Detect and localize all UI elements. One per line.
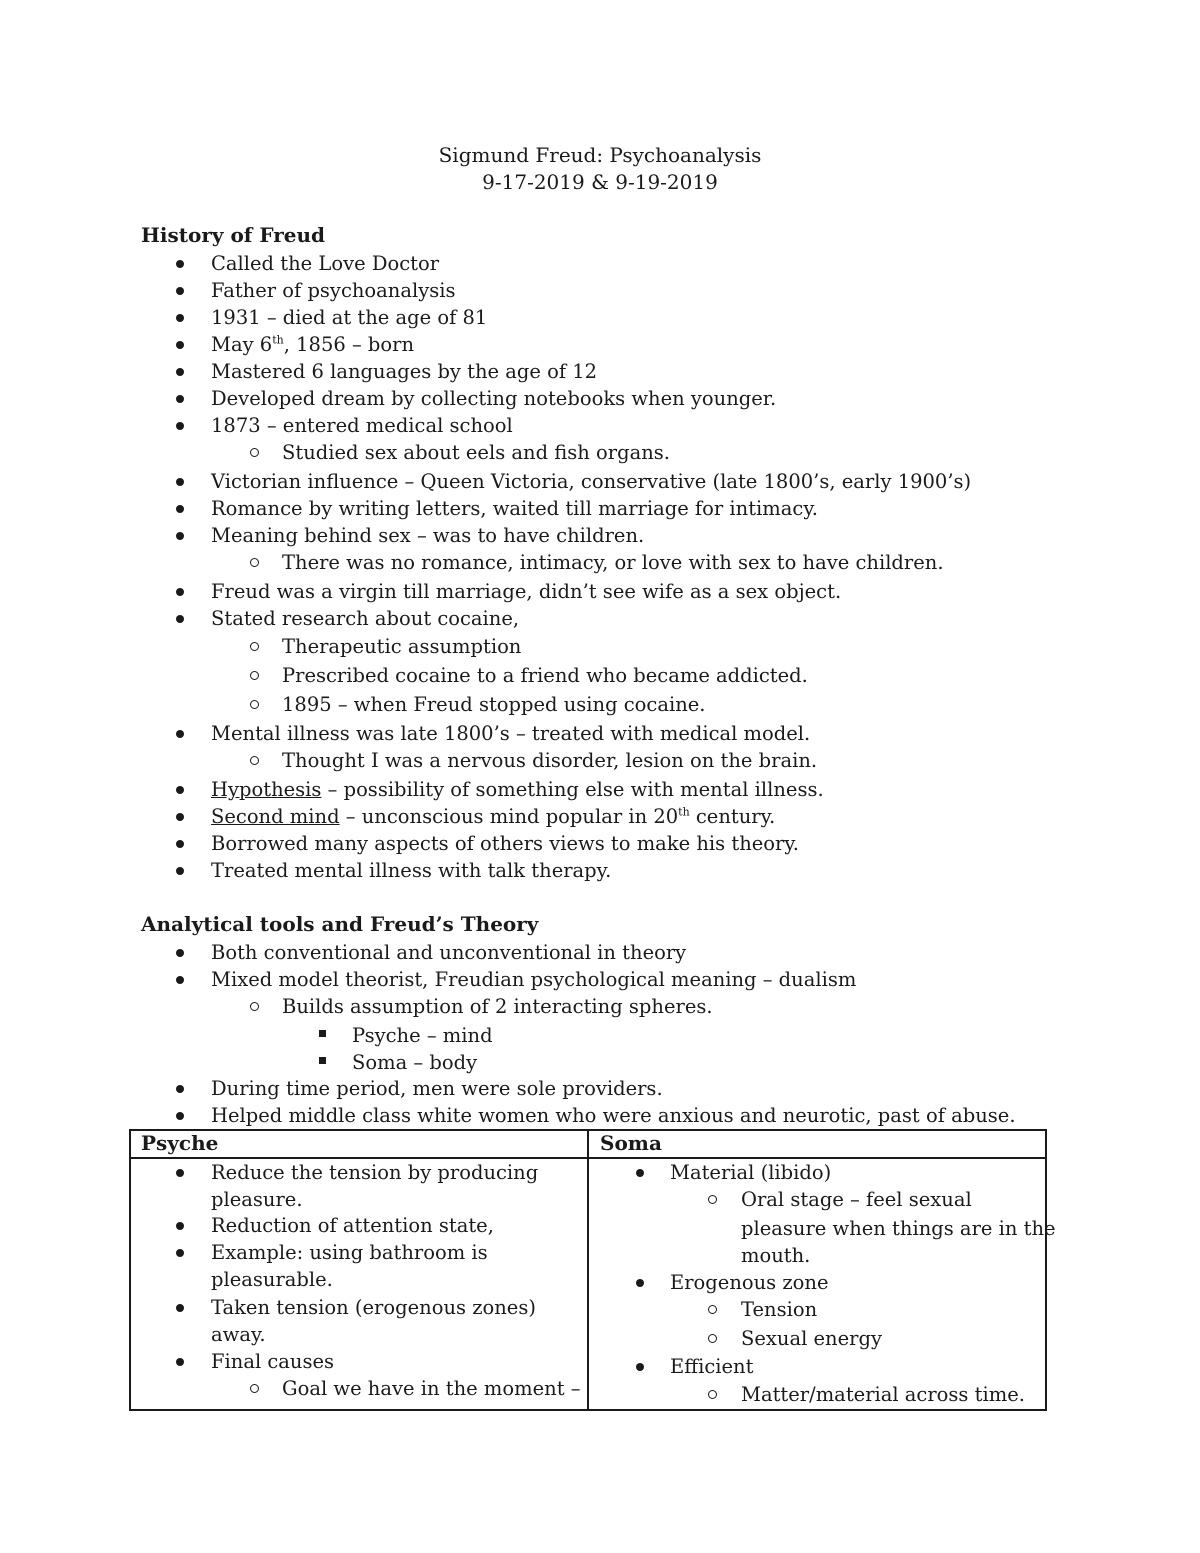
list-subitem: 1895 – when Freud stopped using cocaine. <box>282 693 706 716</box>
list-item-continuation: away. <box>211 1323 266 1346</box>
sub-bullet-icon <box>250 1002 259 1011</box>
bullet-icon <box>176 813 184 821</box>
list-subitem: Tension <box>741 1298 818 1321</box>
list-subitem-continuation: pleasure when things are in the <box>741 1217 1056 1240</box>
bullet-icon <box>176 1304 184 1312</box>
bullet-icon <box>176 615 184 623</box>
list-item: Meaning behind sex – was to have children. <box>211 524 645 547</box>
list-item: Mastered 6 languages by the age of 12 <box>211 360 598 383</box>
list-item: Freud was a virgin till marriage, didn’t see wife as a sex object. <box>211 580 842 603</box>
list-subitem: Therapeutic assumption <box>282 635 522 658</box>
list-item: 1873 – entered medical school <box>211 414 513 437</box>
document-title: Sigmund Freud: Psychoanalysis <box>438 143 762 167</box>
list-item: Second mind – unconscious mind popular in 20th century. <box>211 805 776 828</box>
bullet-icon <box>176 867 184 875</box>
list-subitem: Matter/material across time. <box>741 1383 1025 1406</box>
list-item: Efficient <box>670 1355 754 1378</box>
list-item: Erogenous zone <box>670 1271 829 1294</box>
list-subsubitem: Psyche – mind <box>352 1024 493 1047</box>
list-item: Helped middle class white women who were anxious and neurotic, past of abuse. <box>211 1104 1016 1127</box>
bullet-icon <box>176 287 184 295</box>
section-heading-analytical-tools: Analytical tools and Freud’s Theory <box>141 912 539 936</box>
bullet-icon <box>176 341 184 349</box>
list-item: Material (libido) <box>670 1161 832 1184</box>
list-item: May 6th, 1856 – born <box>211 333 415 356</box>
sub-bullet-icon <box>250 448 259 457</box>
list-item: Stated research about cocaine, <box>211 607 520 630</box>
list-subitem: Oral stage – feel sexual <box>741 1188 972 1211</box>
list-item: Mental illness was late 1800’s – treated with medical model. <box>211 722 811 745</box>
list-subsubitem: Soma – body <box>352 1051 478 1074</box>
sub-bullet-icon <box>250 756 259 765</box>
list-item-continuation: pleasure. <box>211 1188 303 1211</box>
list-item: Romance by writing letters, waited till marriage for intimacy. <box>211 497 818 520</box>
list-subitem: There was no romance, intimacy, or love with sex to have children. <box>282 551 944 574</box>
list-item: Father of psychoanalysis <box>211 279 456 302</box>
list-item: Developed dream by collecting notebooks when younger. <box>211 387 777 410</box>
bullet-icon <box>176 260 184 268</box>
bullet-icon <box>176 532 184 540</box>
list-item: Hypothesis – possibility of something else with mental illness. <box>211 778 824 801</box>
bullet-icon <box>636 1169 644 1177</box>
bullet-icon <box>176 314 184 322</box>
list-subitem: Studied sex about eels and fish organs. <box>282 441 670 464</box>
bullet-icon <box>636 1363 644 1371</box>
square-bullet-icon <box>319 1030 326 1037</box>
list-subitem: Prescribed cocaine to a friend who became addicted. <box>282 664 808 687</box>
bullet-icon <box>176 730 184 738</box>
list-item: Both conventional and unconventional in theory <box>211 941 687 964</box>
sub-bullet-icon <box>250 700 259 709</box>
bullet-icon <box>176 1112 184 1120</box>
list-item: Final causes <box>211 1350 335 1373</box>
sub-bullet-icon <box>250 1384 259 1393</box>
bullet-icon <box>176 1085 184 1093</box>
bullet-icon <box>176 368 184 376</box>
list-item: Called the Love Doctor <box>211 252 440 275</box>
sub-bullet-icon <box>708 1195 717 1204</box>
list-item-continuation: pleasurable. <box>211 1268 333 1291</box>
bullet-icon <box>636 1279 644 1287</box>
bullet-icon <box>176 949 184 957</box>
document-date: 9-17-2019 & 9-19-2019 <box>482 170 718 194</box>
sub-bullet-icon <box>708 1390 717 1399</box>
list-subitem-continuation: mouth. <box>741 1244 811 1267</box>
sub-bullet-icon <box>250 558 259 567</box>
list-item: Mixed model theorist, Freudian psychological meaning – dualism <box>211 968 857 991</box>
square-bullet-icon <box>319 1057 326 1064</box>
bullet-icon <box>176 588 184 596</box>
list-item: Victorian influence – Queen Victoria, conservative (late 1800’s, early 1900’s) <box>211 470 972 493</box>
bullet-icon <box>176 786 184 794</box>
bullet-icon <box>176 505 184 513</box>
list-subitem: Goal we have in the moment – <box>282 1377 581 1400</box>
list-item: 1931 – died at the age of 81 <box>211 306 488 329</box>
list-subitem: Thought I was a nervous disorder, lesion on the brain. <box>282 749 818 772</box>
bullet-icon <box>176 1222 184 1230</box>
sub-bullet-icon <box>708 1334 717 1343</box>
list-item: Example: using bathroom is <box>211 1241 488 1264</box>
table-header-psyche: Psyche <box>141 1131 219 1155</box>
list-item: Taken tension (erogenous zones) <box>211 1296 536 1319</box>
list-subitem: Builds assumption of 2 interacting spheres. <box>282 995 713 1018</box>
bullet-icon <box>176 976 184 984</box>
list-item: During time period, men were sole providers. <box>211 1077 663 1100</box>
section-heading-history: History of Freud <box>141 223 325 247</box>
bullet-icon <box>176 1249 184 1257</box>
bullet-icon <box>176 1169 184 1177</box>
bullet-icon <box>176 1358 184 1366</box>
table-header-soma: Soma <box>600 1131 662 1155</box>
list-item: Borrowed many aspects of others views to make his theory. <box>211 832 799 855</box>
sub-bullet-icon <box>250 671 259 680</box>
list-subitem: Sexual energy <box>741 1327 882 1350</box>
sub-bullet-icon <box>708 1305 717 1314</box>
bullet-icon <box>176 840 184 848</box>
list-item: Reduce the tension by producing <box>211 1161 539 1184</box>
table-column-divider <box>587 1129 589 1411</box>
bullet-icon <box>176 395 184 403</box>
list-item: Reduction of attention state, <box>211 1214 494 1237</box>
sub-bullet-icon <box>250 642 259 651</box>
list-item: Treated mental illness with talk therapy. <box>211 859 612 882</box>
bullet-icon <box>176 422 184 430</box>
bullet-icon <box>176 478 184 486</box>
